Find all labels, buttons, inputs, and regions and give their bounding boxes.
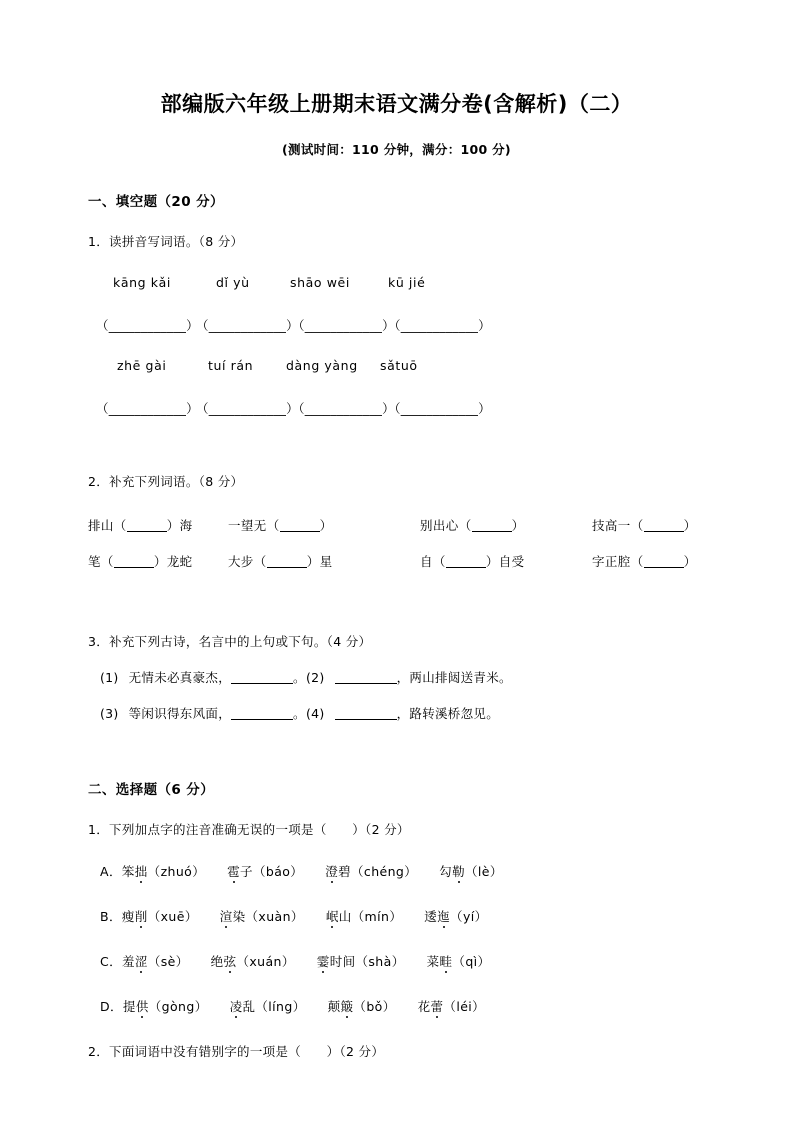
pinyin-r2-c1: zhē gài — [117, 358, 167, 373]
poem-item-4[interactable] — [306, 704, 499, 722]
word-char: 笨 — [121, 864, 135, 879]
poem-item-1-before: 无情未必真豪杰， — [128, 670, 232, 685]
section-heading-1: 一、填空题（20 分） — [88, 194, 224, 210]
poem-blank[interactable] — [335, 683, 397, 684]
emphasis-dot-char: 岷 — [325, 909, 339, 924]
option-pinyin: （xuán） — [236, 954, 295, 969]
poem-item-4-after: ，路转溪桥忽见。 — [396, 706, 500, 721]
idiom-r1-c3[interactable] — [420, 516, 525, 534]
idiom-r1-c4[interactable] — [592, 516, 697, 534]
poem-blank[interactable] — [231, 719, 293, 720]
idiom-r2-c4-tail: ） — [683, 554, 697, 569]
poem-item-2[interactable] — [306, 668, 512, 686]
option-word — [123, 999, 208, 1014]
option-pinyin: （bǒ） — [353, 999, 396, 1014]
option-word — [230, 999, 306, 1014]
emphasis-dot-char: 削 — [134, 909, 148, 924]
option-label: A． — [100, 864, 122, 879]
idiom-r1-c3-head: 别出心（ — [420, 518, 472, 533]
section-heading-2: 二、选择题（6 分） — [88, 782, 215, 798]
pinyin-r2-c2: tuí rán — [208, 358, 254, 373]
option-label: D． — [100, 999, 123, 1014]
option-pinyin: （shà） — [355, 954, 405, 969]
idiom-r1-c4-head: 技高一（ — [592, 518, 644, 533]
idiom-r1-c2[interactable] — [228, 516, 333, 534]
poem-item-2-label: (2) — [306, 670, 325, 685]
option-pinyin: （yí） — [450, 909, 488, 924]
emphasis-dot-char: 弦 — [223, 954, 237, 969]
idiom-r2-c2-head: 大步（ — [228, 554, 267, 569]
word-char: 绝 — [210, 954, 224, 969]
poem-item-1[interactable] — [100, 668, 306, 686]
idiom-blank[interactable] — [644, 531, 684, 532]
question-1-2-prompt: 2．补充下列词语。（8 分） — [88, 474, 244, 489]
answer-blank-r2-c4[interactable]: （____________） — [388, 401, 491, 416]
word-char: 瘦 — [121, 909, 135, 924]
idiom-blank[interactable] — [280, 531, 320, 532]
emphasis-dot-char: 拙 — [134, 864, 148, 879]
idiom-r2-c1-head: 笔（ — [88, 554, 114, 569]
poem-item-1-label: (1) — [100, 670, 119, 685]
emphasis-dot-char: 蕾 — [430, 999, 444, 1014]
word-char: 羞 — [122, 954, 135, 969]
pinyin-r2-c3: dàng yàng — [286, 358, 358, 373]
option-pinyin: （gòng） — [148, 999, 208, 1014]
idiom-blank[interactable] — [267, 567, 307, 568]
option-label: C． — [100, 954, 123, 969]
answer-blank-r2-c2[interactable]: （____________） — [196, 401, 299, 416]
option-word — [424, 909, 487, 924]
option-word — [317, 954, 405, 969]
emphasis-dot-char: 畦 — [439, 954, 453, 969]
option-c[interactable] — [100, 952, 490, 970]
option-pinyin: （qì） — [452, 954, 491, 969]
idiom-r2-c1[interactable] — [88, 552, 193, 570]
idiom-r2-c2-tail: ）星 — [306, 554, 333, 569]
emphasis-dot-char: 渲 — [219, 909, 233, 924]
option-word — [439, 864, 503, 879]
idiom-r2-c4-head: 字正腔（ — [592, 554, 644, 569]
poem-item-3-before: 等闲识得东风面， — [128, 706, 232, 721]
idiom-r2-c4[interactable] — [592, 552, 697, 570]
idiom-r2-c3-tail: ）自受 — [485, 554, 525, 569]
option-d[interactable] — [100, 997, 485, 1015]
option-pinyin: （xuàn） — [245, 909, 304, 924]
idiom-blank[interactable] — [114, 567, 154, 568]
word-char: 乱 — [242, 999, 256, 1014]
word-char: 碧 — [338, 864, 352, 879]
word-char: 花 — [417, 999, 431, 1014]
option-pinyin: （léi） — [443, 999, 486, 1014]
word-char: 提 — [122, 999, 136, 1014]
poem-item-3-after: 。 — [293, 706, 306, 721]
option-word — [122, 864, 205, 879]
emphasis-dot-char: 涩 — [134, 954, 148, 969]
emphasis-dot-char: 迤 — [437, 909, 451, 924]
option-word — [122, 954, 189, 969]
answer-blank-r2-c3[interactable]: （____________） — [292, 401, 395, 416]
idiom-r1-c3-tail: ） — [511, 518, 525, 533]
emphasis-dot-char: 供 — [135, 999, 149, 1014]
option-word — [211, 954, 295, 969]
option-pinyin: （zhuó） — [147, 864, 206, 879]
question-2-1-prompt: 1．下列加点字的注音准确无误的一项是（ ）（2 分） — [88, 822, 410, 837]
option-pinyin: （xuē） — [147, 909, 198, 924]
option-label: B． — [100, 909, 122, 924]
emphasis-dot-char: 雹 — [227, 864, 241, 879]
idiom-r1-c2-tail: ） — [319, 518, 333, 533]
emphasis-dot-char: 凌 — [229, 999, 243, 1014]
option-word — [326, 909, 402, 924]
option-a[interactable] — [100, 862, 503, 880]
idiom-r1-c1[interactable] — [88, 516, 193, 534]
emphasis-dot-char: 澄 — [325, 864, 339, 879]
option-word — [427, 954, 491, 969]
poem-item-2-after: ，两山排闼送青米。 — [396, 670, 512, 685]
idiom-blank[interactable] — [127, 531, 167, 532]
pinyin-r1-c1: kāng kǎi — [113, 275, 171, 290]
option-b[interactable] — [100, 907, 488, 925]
pinyin-r1-c4: kū jié — [388, 275, 426, 290]
idiom-r1-c1-head: 排山（ — [88, 518, 127, 533]
answer-blank-r1-c4[interactable]: （____________） — [388, 318, 491, 333]
idiom-r2-c2[interactable] — [228, 552, 333, 570]
idiom-blank[interactable] — [644, 567, 684, 568]
poem-item-1-after: 。 — [293, 670, 306, 685]
option-pinyin: （mín） — [351, 909, 403, 924]
question-1-3-prompt: 3．补充下列古诗，名言中的上句或下句。（4 分） — [88, 634, 372, 649]
word-char: 染 — [232, 909, 246, 924]
pinyin-r2-c4: sǎtuō — [380, 358, 418, 373]
word-char: 勾 — [439, 864, 453, 879]
idiom-r2-c1-tail: ）龙蛇 — [153, 554, 193, 569]
option-word — [122, 909, 198, 924]
answer-blank-r1-c1[interactable]: （____________） — [96, 318, 199, 333]
pinyin-r1-c2: dǐ yù — [216, 275, 250, 290]
option-pinyin: （sè） — [147, 954, 189, 969]
pinyin-r1-c3: shāo wēi — [290, 275, 350, 290]
page-title: 部编版六年级上册期末语文满分卷(含解析)（二） — [160, 92, 633, 116]
question-2-2-prompt: 2．下面词语中没有错别字的一项是（ ）（2 分） — [88, 1044, 385, 1059]
word-char: 山 — [338, 909, 352, 924]
question-1-1-prompt: 1．读拼音写词语。（8 分） — [88, 234, 244, 249]
option-pinyin: （báo） — [252, 864, 304, 879]
option-pinyin: （chéng） — [351, 864, 418, 879]
emphasis-dot-char: 勒 — [452, 864, 465, 879]
option-pinyin: （líng） — [255, 999, 306, 1014]
poem-blank[interactable] — [231, 683, 293, 684]
option-word — [418, 999, 485, 1014]
answer-blank-r1-c3[interactable]: （____________） — [292, 318, 395, 333]
poem-item-3[interactable] — [100, 704, 306, 722]
option-pinyin: （lè） — [464, 864, 503, 879]
option-word — [220, 909, 304, 924]
idiom-r2-c3[interactable] — [420, 552, 525, 570]
answer-blank-r2-c1[interactable]: （____________） — [96, 401, 199, 416]
poem-blank[interactable] — [335, 719, 397, 720]
option-word — [325, 864, 417, 879]
word-char: 逶 — [424, 909, 438, 924]
poem-item-4-label: (4) — [306, 706, 325, 721]
word-char: 颠 — [327, 999, 341, 1014]
idiom-blank[interactable] — [472, 531, 512, 532]
idiom-r2-c3-head: 自（ — [420, 554, 446, 569]
page-subtitle: (测试时间：110 分钟，满分：100 分) — [282, 142, 511, 157]
word-char: 菜 — [426, 954, 440, 969]
emphasis-dot-char: 簸 — [340, 999, 354, 1014]
idiom-r1-c1-tail: ）海 — [166, 518, 193, 533]
word-char: 间 — [342, 954, 356, 969]
option-word — [328, 999, 396, 1014]
word-char: 子 — [240, 864, 253, 879]
idiom-r1-c4-tail: ） — [683, 518, 697, 533]
emphasis-dot-char: 霎 — [316, 954, 330, 969]
idiom-blank[interactable] — [446, 567, 486, 568]
answer-blank-r1-c2[interactable]: （____________） — [196, 318, 299, 333]
idiom-r1-c2-head: 一望无（ — [228, 518, 280, 533]
word-char: 时 — [329, 954, 343, 969]
poem-item-3-label: (3) — [100, 706, 119, 721]
option-word — [227, 864, 303, 879]
